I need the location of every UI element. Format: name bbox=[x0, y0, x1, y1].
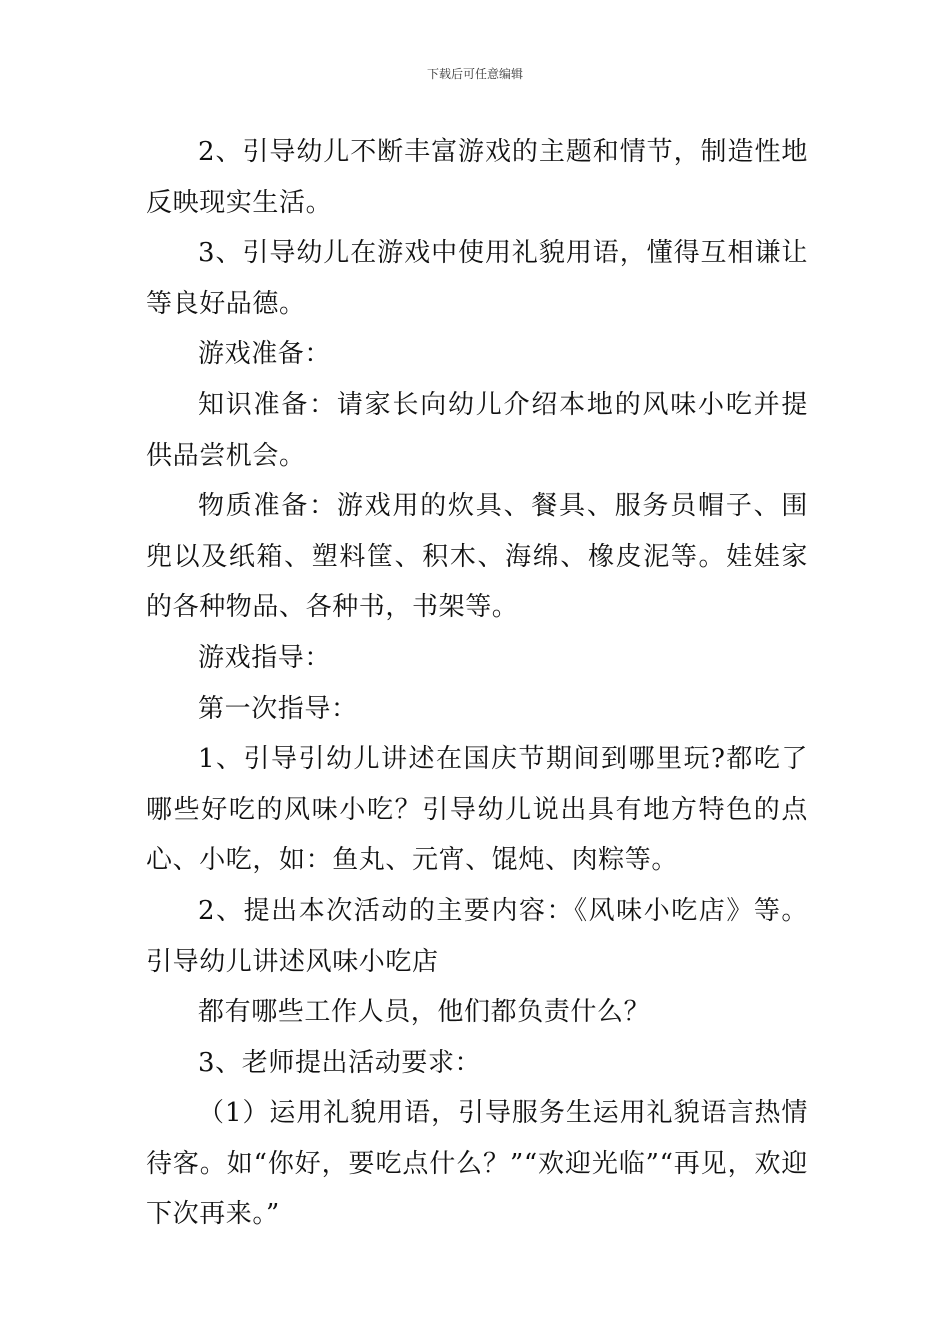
paragraph-knowledge-preparation: 知识准备：请家长向幼儿介绍本地的风味小吃并提供品尝机会。 bbox=[146, 389, 808, 471]
paragraph-teacher-requirements: 3、老师提出活动要求： bbox=[198, 1047, 482, 1078]
paragraph-guidance-2: 2、提出本次活动的主要内容：《风味小吃店》等。引导幼儿讲述风味小吃店 bbox=[146, 895, 808, 977]
heading-game-preparation: 游戏准备： bbox=[198, 339, 332, 370]
paragraph-goal-3: 3、引导幼儿在游戏中使用礼貌用语，懂得互相谦让等良好品德。 bbox=[146, 238, 808, 319]
heading-game-guidance: 游戏指导： bbox=[198, 642, 332, 673]
paragraph-staff-question: 都有哪些工作人员，他们都负责什么？ bbox=[198, 997, 651, 1028]
paragraph-guidance-1: 1、引导引幼儿讲述在国庆节期间到哪里玩?都吃了哪些好吃的风味小吃？引导幼儿说出具有地方特色的点心、小吃，如：鱼丸、元宵、馄炖、肉粽等。 bbox=[146, 744, 808, 876]
paragraph-goal-2: 2、引导幼儿不断丰富游戏的主题和情节，制造性地反映现实生活。 bbox=[146, 137, 808, 218]
document-body bbox=[146, 127, 808, 1240]
paragraph-polite-language: （1）运用礼貌用语，引导服务生运用礼貌语言热情待客。如“你好，要吃点什么？”“欢迎光临”“再见，欢迎下次再来。” bbox=[146, 1098, 808, 1230]
heading-first-guidance: 第一次指导： bbox=[198, 693, 358, 724]
paragraph-material-preparation: 物质准备：游戏用的炊具、餐具、服务员帽子、围兜以及纸箱、塑料筐、积木、海绵、橡皮泥等。娃娃家的各种物品、各种书，书架等。 bbox=[146, 491, 808, 623]
page-header-note: 下载后可任意编辑 bbox=[426, 67, 523, 81]
